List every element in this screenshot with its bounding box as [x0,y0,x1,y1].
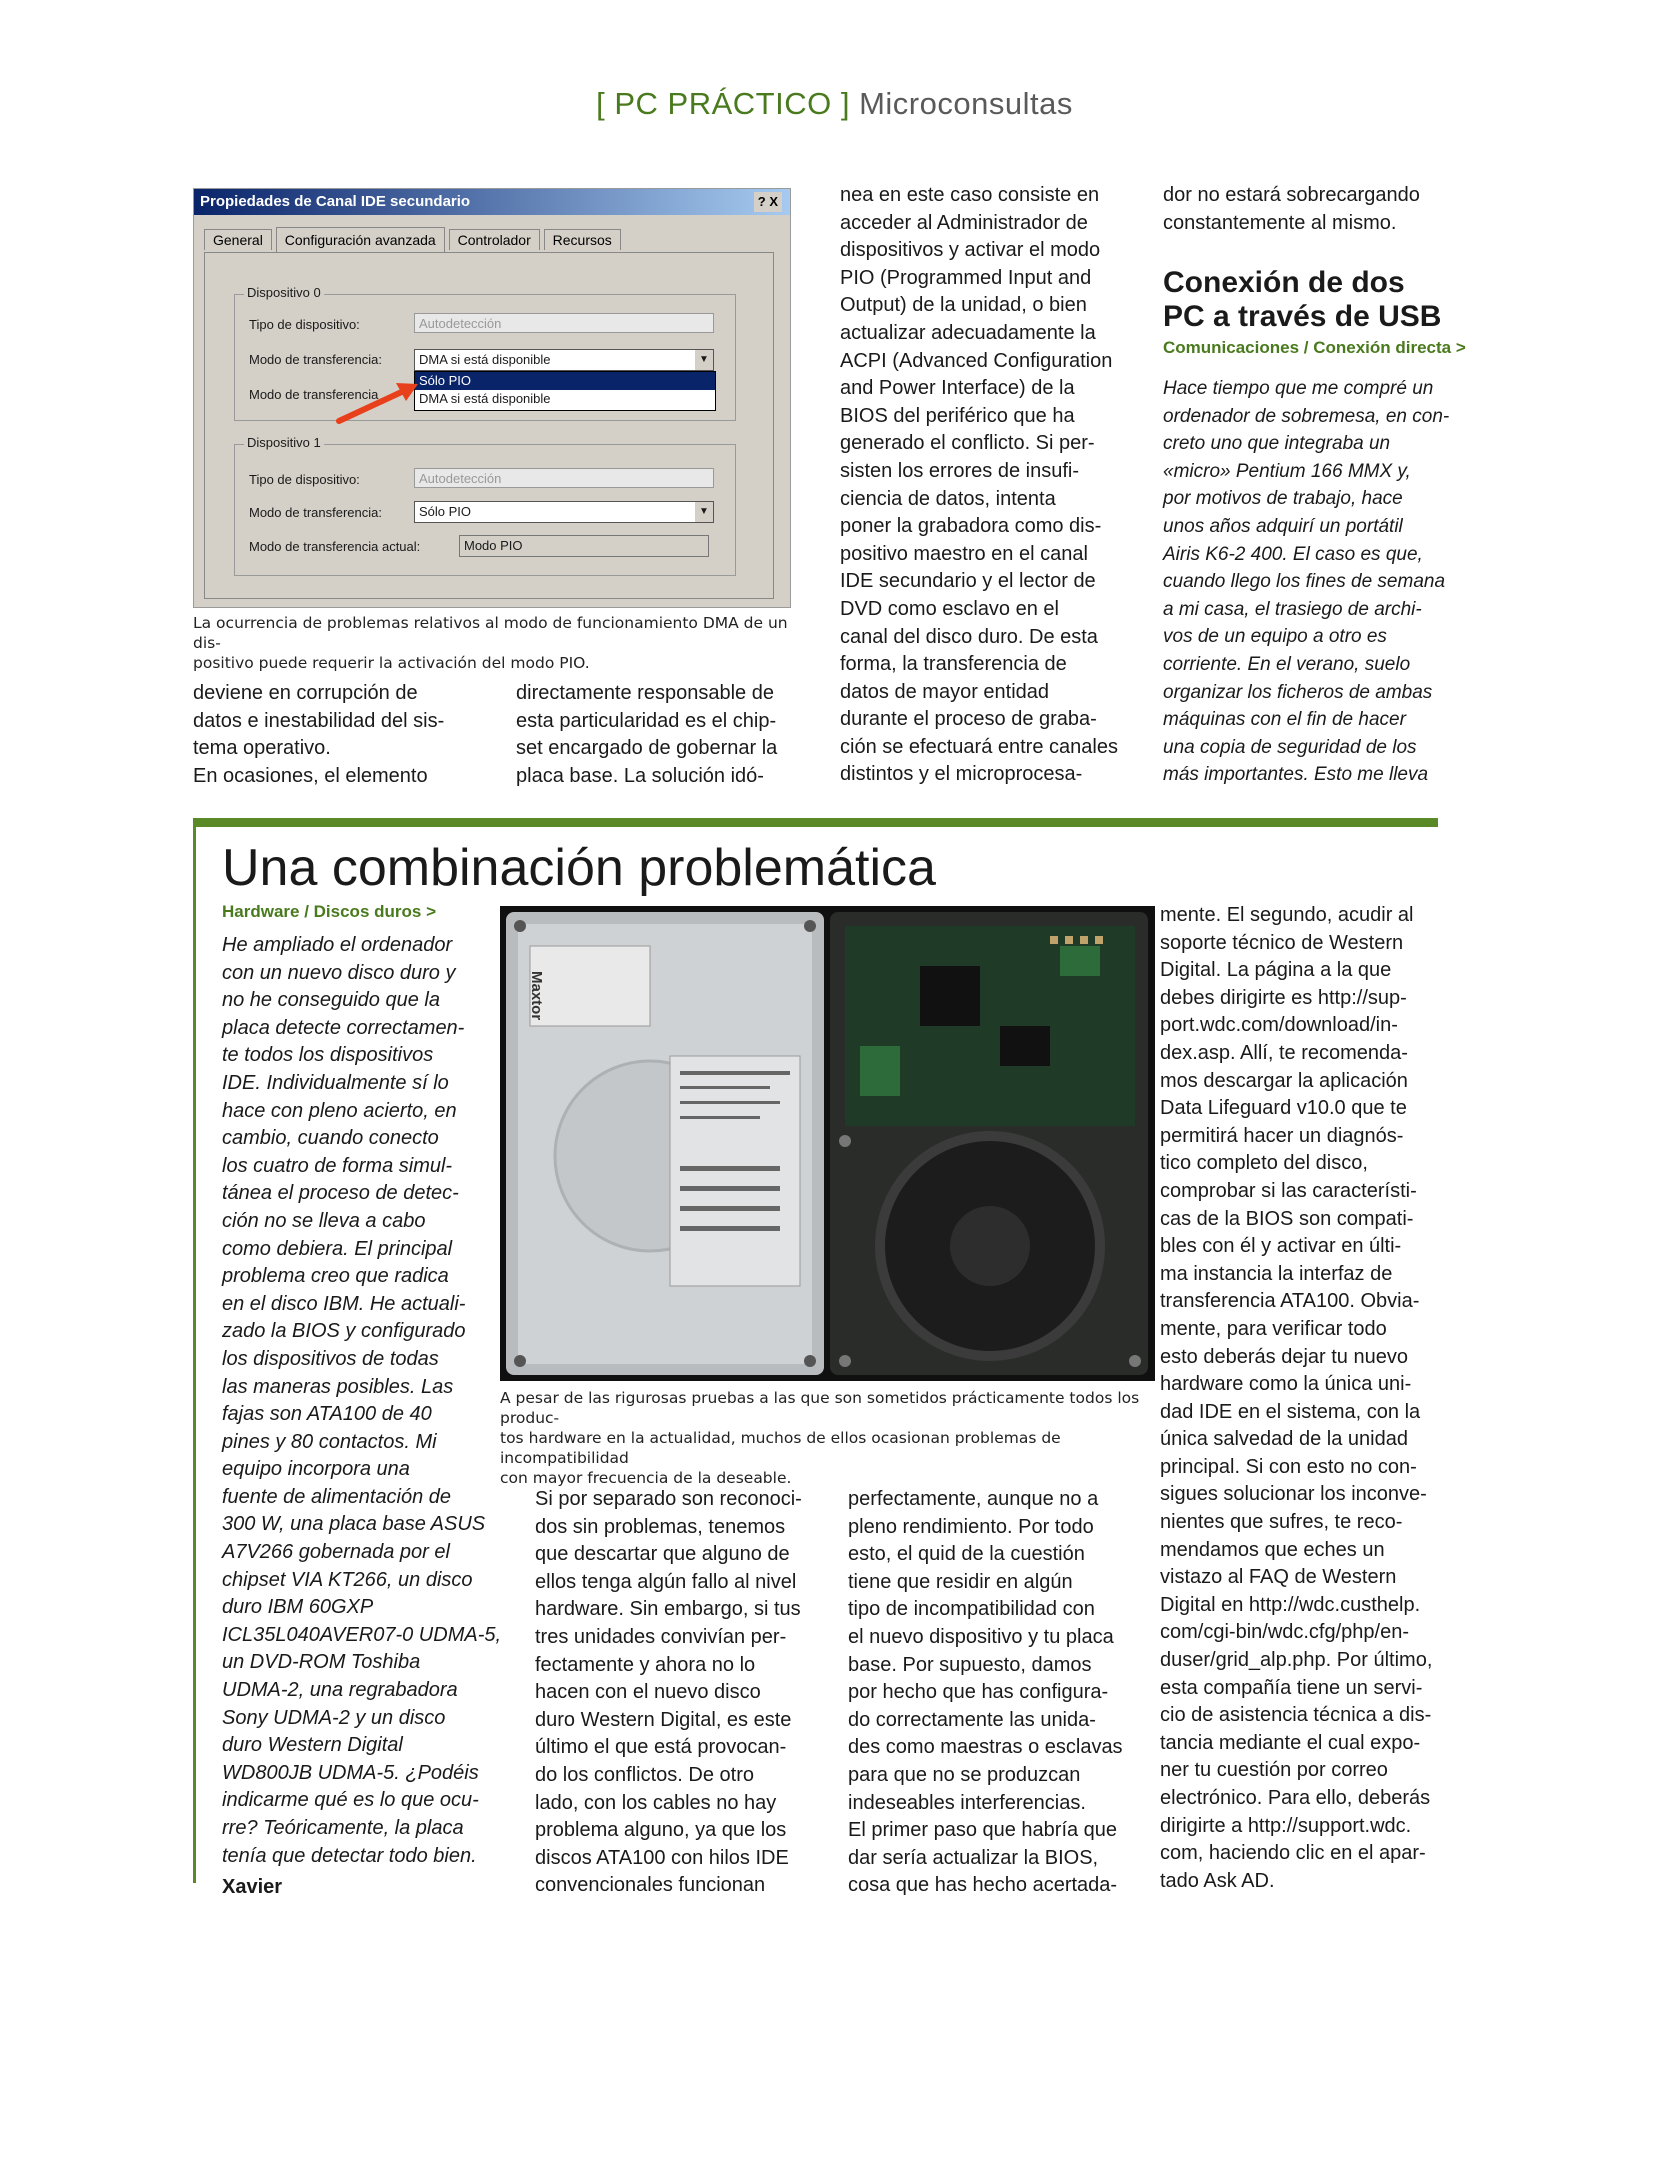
device0-type-select [414,313,714,333]
page-header [0,86,1669,122]
tab-advanced: Configuración avanzada [276,227,445,252]
device1-current-value: Modo PIO [464,538,523,553]
window-controls: ? X [754,192,782,212]
device1-type-label: Tipo de dispositivo: [249,472,360,487]
device0-mode-label: Modo de transferencia: [249,352,382,367]
dropdown-option-dma: DMA si está disponible [419,391,551,406]
device1-current-box [459,535,709,557]
device1-type-select [414,468,714,488]
tab-strip [204,227,621,251]
main-article-title: Una combinación problemática [222,839,936,897]
hard-drive-illustration [500,906,1155,1381]
red-arrow-icon [334,377,424,427]
device0-mode-select [414,349,714,371]
top-col-3: nea en este caso consiste en acceder al Administrador de dispositivos y activar el modo PIO (Programmed Input and Output) de la unidad, o bien actualizar adecuadamente la ACPI (Advanced Configuration and Power Interface) de la BIOS del periférico que ha generado el conflicto. Si per- sisten los errores de insufi- ciencia de datos, intenta poner la grabadora como dis- positivo maestro en el canal IDE secundario y el lector de DVD como esclavo en el canal del disco duro. De esta forma, la transferencia de datos de mayor entidad durante el proceso de graba- ción se efectuará entre canales distintos y el microprocesa- [840,184,1118,786]
subsection-label: Microconsultas [859,86,1073,121]
chevron-down-icon: ▼ [695,502,713,522]
window-titlebar [194,189,790,215]
chevron-down-icon: ▼ [695,350,713,370]
answer-col-3: mente. El segundo, acudir al soporte técnico de Western Digital. La página a la que debes dirigirte es http://sup- port.wdc.com/download/in- dex.asp. Allí, te recomenda- mos descargar la aplicación Data Lifeguard v10.0 que te permitirá hacer un diagnós- tico completo del disco, comprobar si las característi- cas de la BIOS son compati- bles con él y activar en últi- ma instancia la interfaz de transferencia ATA100. Obvia- mente, para verificar todo esto deberás dejar tu nuevo hardware como la única uni- dad IDE en el sistema, con la única salvedad de la unidad principal. Si con esto no con- sigues solucionar los inconve- nientes que sufres, te reco- mendamos que eches un vistazo al FAQ de Western Digital en http://wdc.custhelp. com/cgi-bin/wdc.cfg/php/en- duser/grid_alp.php. Por último, esta compañía tiene un servi- cio de asistencia técnica a dis- tancia mediante el cual expo- ner tu cuestión por correo electrónico. Para ello, deberás dirigirte a http://support.wdc. com, haciendo clic en el apar- tado Ask AD. [1160,904,1433,1892]
main-article-question: He ampliado el ordenador con un nuevo disco duro y no he conseguido que la placa detecte correctamen- te todos los dispositivos IDE. Individualmente sí lo hace con pleno acierto, en cambio, cuando conecto los cuatro de forma simul- tánea el proceso de detec- ción no se lleva a cabo como debiera. El principal problema creo que radica en el disco IBM. He actuali- zado la BIOS y configurado los dispositivos de todas las maneras posibles. Las fajas son ATA100 de 40 pines y 80 contactos. Mi equipo incorpora una fuente de alimentación de 300 W, una placa base ASUS A7V266 gobernada por el chipset VIA KT266, un disco duro IBM 60GXP ICL35L040AVER07-0 UDMA-5, un DVD-ROM Toshiba UDMA-2, una regrabadora Sony UDMA-2 y un disco duro Western Digital WD800JB UDMA-5. ¿Podéis indicarme qué es lo que ocu- rre? Teóricamente, la placa tenía que detectar todo bien. [222,934,502,1867]
dropdown-option-pio: Sólo PIO [415,372,715,390]
tab-controller: Controlador [449,229,540,250]
ide-properties-screenshot [193,188,791,608]
top-col-4: dor no estará sobrecargando constantemente al mismo. [1163,184,1420,234]
device0-type-value: Autodetección [419,316,502,331]
device1-current-label: Modo de transferencia actual: [249,539,421,554]
top-col-2: directamente responsable de esta particularidad es el chip- set encargado de gobernar la placa base. La solución idó- [516,682,778,787]
answer-col-2: perfectamente, aunque no a pleno rendimiento. Por todo esto, el quid de la cuestión tiene que residir en algún tipo de incompatibilidad con el nuevo dispositivo y tu placa base. Por supuesto, damos por hecho que has configura- do correctamente las unida- des como maestras o esclavas para que no se produzcan indeseables interferencias. El primer paso que habría que dar sería actualizar la BIOS, cosa que has hecho acertada- [848,1488,1123,1897]
hard-drive-caption: A pesar de las rigurosas pruebas a las que son sometidos prácticamente todos los produc- tos hardware en la actualidad, muchos de ellos ocasionan problemas de incompatibilidad con mayor frecuencia de la deseable. [500,1389,1140,1487]
article-top-rule [193,818,1438,827]
window-title: Propiedades de Canal IDE secundario [200,193,471,210]
device0-label: Dispositivo 0 [244,285,324,300]
device1-mode-label: Modo de transferencia: [249,505,382,520]
answer-col-1: Si por separado son reconoci- dos sin problemas, tenemos que descartar que alguno de ellos tenga algún fallo al nivel hardware. Sin embargo, si tus tres unidades convivían per- fectamente y ahora no lo hacen con el nuevo disco duro Western Digital, es este último el que está provocan- do los conflictos. De otro lado, con los cables no hay problema alguno, ya que los discos ATA100 con hilos IDE convencionales funcionan [535,1488,802,1897]
device0-mode-value: DMA si está disponible [419,352,551,367]
dropdown-list [414,371,716,411]
main-article-kicker: Hardware / Discos duros > [222,902,436,921]
device0-type-label: Tipo de dispositivo: [249,317,360,332]
main-article-author: Xavier [222,1876,283,1898]
usb-article-title: Conexión de dos PC a través de USB [1163,266,1442,333]
device1-mode-value: Sólo PIO [419,504,472,519]
usb-article-question: Hace tiempo que me compré un ordenador de sobremesa, en con- creto uno que integraba un «micro» Pentium 166 MMX y, por motivos de trabajo, hace unos años adquirí un portátil Airis K6-2 400. El caso es que, cuando llego los fines de semana a mi casa, el trasiego de archi- vos de un equipo a otro es corriente. En el verano, suelo organizar los ficheros de ambas máquinas con el fin de hacer una copia de seguridad de los más importantes. Esto me lleva [1163,378,1450,786]
usb-article-kicker: Comunicaciones / Conexión directa > [1163,338,1466,357]
tab-resources: Recursos [544,229,621,250]
drive-brand-label: Maxtor [528,971,545,1021]
top-col-1: deviene en corrupción de datos e inestabilidad del sis- tema operativo. En ocasiones, el elemento [193,682,445,787]
tab-general: General [204,229,272,250]
screenshot-caption: La ocurrencia de problemas relativos al modo de funcionamiento DMA de un dis- positivo puede requerir la activación del modo PIO. [193,614,788,672]
device0-mode-label2: Modo de transferencia [249,387,379,402]
device1-mode-select [414,501,714,523]
section-label: [ PC PRÁCTICO ] [596,86,850,121]
article-left-rule [193,818,196,1883]
device1-type-value: Autodetección [419,471,502,486]
hard-drive-photo [500,906,1155,1381]
device1-label: Dispositivo 1 [244,435,324,450]
